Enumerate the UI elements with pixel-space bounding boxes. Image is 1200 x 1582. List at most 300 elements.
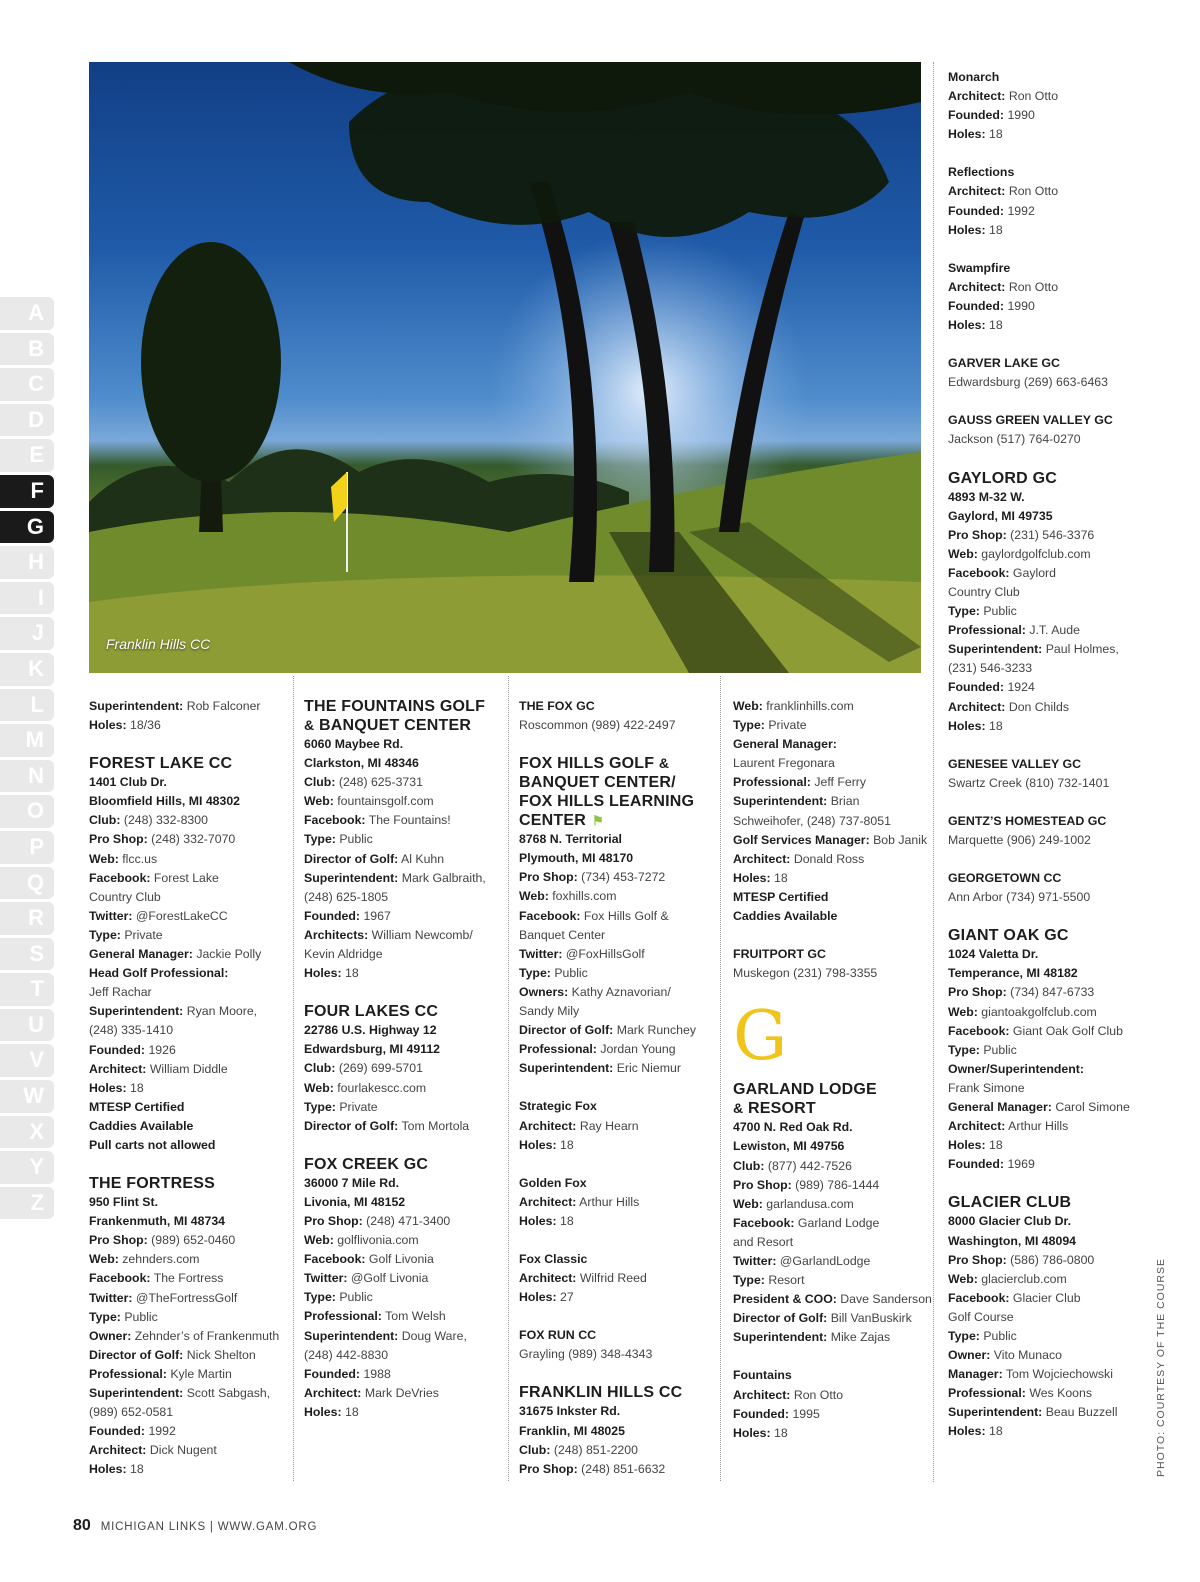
listing-text: Web: [304, 794, 334, 809]
listing-text: Twitter: @TheFortressGolf [89, 1290, 238, 1305]
listing-text: Founded: 1988 [304, 1366, 391, 1381]
listing-text: Professional: [733, 775, 811, 790]
listing-text: Superintendent: [733, 794, 828, 809]
listing-text: Superintendent: Paul Holmes, [948, 642, 1119, 657]
listing-text: Facebook: Forest Lake [89, 870, 219, 885]
listing-text: Grayling (989) 348-4343 [519, 1347, 653, 1362]
listing-text: Fountains [733, 1368, 792, 1383]
listing-text: Pro Shop: (586) 786-0800 [948, 1252, 1095, 1267]
listing-text: Holes: [948, 318, 986, 333]
listing-text: Type: [519, 965, 551, 980]
entry-reflections [948, 163, 1133, 239]
listing-text: Architect: Ray Hearn [519, 1118, 639, 1133]
listing-text: Facebook: [304, 813, 366, 828]
tab-h[interactable]: H [0, 546, 54, 579]
listing-text: Web: golflivonia.com [304, 1233, 419, 1248]
listing-text: Facebook: [519, 908, 581, 923]
column-divider [933, 62, 934, 1482]
listing-text: Director of Golf: [733, 1311, 828, 1326]
listing-text: Club: (248) 625-3731 [304, 775, 423, 790]
listing-text: Web: [733, 699, 763, 713]
listing-text: THE FOX GC [519, 699, 595, 713]
listing-text: General Manager: [733, 737, 837, 752]
entry-fox-creek-gc [304, 1155, 504, 1422]
listing-text: General Manager: Carol Simone [948, 1100, 1130, 1115]
listing-text: Director of Golf: [304, 1118, 399, 1133]
listing-text: Holes: 18 [733, 870, 788, 885]
listing-text: Holes: [948, 718, 986, 733]
tab-b[interactable]: B [0, 333, 54, 366]
listing-text: Type: Public [89, 1309, 158, 1324]
listing-text: Architect: [948, 184, 1006, 199]
listing-text: Holes: 27 [519, 1290, 574, 1305]
tab-f[interactable]: F [0, 475, 54, 508]
listing-text: Bloomfield Hills, MI 48302 [89, 794, 241, 809]
listing-text: Facebook: [733, 1215, 795, 1230]
listing-text: Golf Course [948, 1309, 1014, 1324]
listing-text: Pro Shop: [948, 1252, 1007, 1267]
tab-q[interactable]: Q [0, 867, 54, 900]
listing-text: Type: [304, 832, 336, 847]
tab-e[interactable]: E [0, 439, 54, 472]
listing-text: Twitter: [89, 908, 133, 923]
tab-t[interactable]: T [0, 973, 54, 1006]
column-divider [720, 676, 721, 1481]
listing-text: Superintendent: [89, 699, 184, 713]
listing-text: Type: [304, 1290, 336, 1305]
listing-text: Holes: [733, 870, 771, 885]
listing-text: General Manager: Jackie Polly [89, 947, 262, 962]
listing-text: Facebook: Gaylord [948, 565, 1056, 580]
tab-d[interactable]: D [0, 404, 54, 437]
listing-text: Facebook: [89, 870, 151, 885]
listing-text: Web: franklinhills.com [733, 699, 854, 713]
listing-text: Founded: 1969 [948, 1157, 1035, 1172]
listing-text: Pro Shop: [519, 1461, 578, 1476]
listing-text: Founded: [304, 908, 361, 923]
tab-p[interactable]: P [0, 831, 54, 864]
entry-fountains-course [733, 1366, 933, 1442]
listing-text: Club: [304, 775, 336, 790]
entry-garland-lodge [733, 1080, 933, 1347]
column-2 [304, 697, 504, 1441]
tab-i[interactable]: I [0, 582, 54, 615]
column-1 [89, 697, 289, 1498]
entry-fox-hills [519, 754, 719, 1078]
listing-text: Superintendent: [733, 1330, 828, 1345]
tab-y[interactable]: Y [0, 1151, 54, 1184]
listing-text: Founded: [948, 203, 1005, 218]
listing-text: Frankenmuth, MI 48734 [89, 1214, 225, 1229]
listing-text: Superintendent: Eric Niemur [519, 1061, 681, 1076]
listing-text: Pull carts not allowed [89, 1137, 216, 1152]
entry-fox-classic [519, 1250, 719, 1307]
listing-text: Architect: Ron Otto [733, 1387, 844, 1402]
tree-scene-graphic [89, 62, 921, 673]
listing-text: Web: [948, 1004, 978, 1019]
listing-text: Pro Shop: [519, 870, 578, 885]
listing-text: Web: [89, 1252, 119, 1267]
listing-text: Architect: [948, 1119, 1006, 1134]
listing-text: Club: (269) 699-5701 [304, 1061, 423, 1076]
section-letter-g: G [733, 997, 788, 1077]
tab-m[interactable]: M [0, 724, 54, 757]
course-title [304, 697, 504, 735]
listing-text: 1024 Valetta Dr. [948, 947, 1039, 962]
listing-text: Type: Public [519, 965, 588, 980]
entry-georgetown-cc [948, 869, 1133, 907]
tab-l[interactable]: L [0, 689, 54, 722]
listing-text: Superintendent: Scott Sabgash, [89, 1386, 271, 1400]
listing-text: Strategic Fox [519, 1099, 597, 1114]
course-title-part: & [733, 1100, 744, 1117]
course-title: FOX CREEK GC [304, 1155, 429, 1173]
listing-text: Web: [519, 889, 549, 904]
listing-text: Reflections [948, 165, 1015, 180]
listing-text: Superintendent: Brian [733, 794, 860, 809]
listing-text: Pro Shop: [948, 985, 1007, 1000]
listing-text: Plymouth, MI 48170 [519, 851, 634, 866]
tab-o[interactable]: O [0, 795, 54, 828]
listing-text: Type: [733, 1273, 765, 1288]
listing-text: Owners: Kathy Aznavorian/ [519, 984, 671, 999]
entry-the-fountains [304, 697, 504, 983]
listing-text: Type: [948, 604, 980, 619]
listing-text: Holes: 18 [948, 127, 1003, 142]
course-title-part: RESORT [747, 1100, 816, 1118]
listing-text: Founded: 1990 [948, 108, 1035, 123]
tab-k[interactable]: K [0, 653, 54, 686]
tab-j[interactable]: J [0, 617, 54, 650]
entry-golden-fox [519, 1174, 719, 1231]
listing-text: Web: fountainsgolf.com [304, 794, 434, 809]
listing-text: Director of Golf: Tom Mortola [304, 1118, 470, 1133]
listing-text: MTESP Certified [733, 889, 829, 904]
listing-text: Twitter: [89, 1290, 133, 1305]
listing-text: Twitter: [519, 946, 563, 961]
listing-text: Superintendent: [519, 1061, 614, 1076]
listing-text: Club: [89, 813, 121, 828]
listing-text: Superintendent: Mark Galbraith, [304, 870, 486, 885]
listing-text: Holes: [948, 1424, 986, 1439]
listing-text: Pro Shop: [304, 1213, 363, 1228]
listing-text: Superintendent: Ryan Moore, [89, 1004, 258, 1019]
listing-text: Twitter: @GarlandLodge [733, 1253, 871, 1268]
listing-text: Holes: [89, 1462, 127, 1477]
listing-text: Holes: [948, 222, 986, 237]
listing-text: Roscommon (989) 422-2497 [519, 718, 676, 733]
listing-text: Ann Arbor (734) 971-5500 [948, 890, 1091, 905]
listing-text: Holes: [304, 966, 342, 981]
listing-text: Temperance, MI 48182 [948, 966, 1078, 981]
listing-text: and Resort [733, 1234, 794, 1249]
listing-text: Jackson (517) 764-0270 [948, 432, 1081, 447]
entry-forest-lake-cc [89, 754, 289, 1155]
listing-text: Type: [948, 1328, 980, 1343]
course-title [733, 1080, 933, 1118]
listing-text: Superintendent: [948, 1405, 1043, 1420]
listing-text: Facebook: Giant Oak Golf Club [948, 1023, 1123, 1038]
listing-text: Architect: Ron Otto [948, 279, 1059, 294]
tab-v[interactable]: V [0, 1044, 54, 1077]
listing-text: Founded: [948, 680, 1005, 695]
listing-text: Holes: 18 [519, 1137, 574, 1152]
listing-text: Professional: J.T. Aude [948, 623, 1080, 638]
listing-text: Pro Shop: [733, 1177, 792, 1192]
listing-text: Manager: [948, 1367, 1003, 1382]
listing-text: Architect: William Diddle [89, 1061, 228, 1076]
listing-text: Architect: Mark DeVries [304, 1385, 439, 1400]
tab-x[interactable]: X [0, 1116, 54, 1149]
listing-text: Club: (877) 442-7526 [733, 1158, 852, 1173]
listing-text: Web: [948, 546, 978, 561]
listing-text: Facebook: [948, 1023, 1010, 1038]
listing-text: Holes: 18 [89, 1462, 144, 1477]
listing-text: Type: Public [948, 604, 1017, 619]
tab-n[interactable]: N [0, 760, 54, 793]
listing-text: Founded: 1924 [948, 680, 1035, 695]
listing-text: Owner: Zehnder’s of Frankenmuth [89, 1328, 280, 1343]
listing-text: Caddies Available [733, 909, 838, 924]
listing-text: Holes: [89, 718, 127, 733]
listing-text: Facebook: [948, 1290, 1010, 1305]
listing-text: GENTZ’S HOMESTEAD GC [948, 813, 1107, 828]
entry-monarch [948, 68, 1133, 144]
listing-text: Holes: 18 [948, 718, 1003, 733]
listing-text: Superintendent: [304, 870, 399, 885]
course-title: FOREST LAKE CC [89, 755, 233, 773]
listing-text: Holes: 18 [519, 1213, 574, 1228]
listing-text: Pro Shop: [89, 1233, 148, 1248]
listing-text: Architect: Donald Ross [733, 851, 865, 866]
listing-text: Professional: Jeff Ferry [733, 775, 867, 790]
listing-text: Holes: 18 [733, 1425, 788, 1440]
course-title-part: GARLAND LODGE [733, 1081, 877, 1099]
photo-credit: PHOTO: COURTESY OF THE COURSE [1155, 1257, 1167, 1477]
listing-text: (231) 546-3233 [948, 661, 1033, 676]
listing-text: Club: (248) 332-8300 [89, 813, 208, 828]
entry-gaylord-gc [948, 469, 1133, 736]
listing-text: MTESP Certified [89, 1099, 185, 1114]
listing-text: Web: garlandusa.com [733, 1196, 854, 1211]
listing-text: Washington, MI 48094 [948, 1233, 1077, 1248]
listing-text: Holes: [519, 1290, 557, 1305]
listing-text: Professional: [948, 623, 1026, 638]
listing-text: Facebook: Golf Livonia [304, 1252, 434, 1267]
listing-text: 4700 N. Red Oak Rd. [733, 1120, 853, 1135]
listing-text: Founded: 1992 [89, 1424, 176, 1439]
listing-text: Type: Private [304, 1099, 378, 1114]
listing-text: Professional: [304, 1309, 382, 1324]
tab-g[interactable]: G [0, 511, 54, 544]
listing-text: Sandy Mily [519, 1004, 580, 1019]
column-divider [293, 676, 294, 1481]
listing-text: Professional: [948, 1386, 1026, 1401]
listing-text: Founded: [89, 1424, 146, 1439]
entry-genesee-valley [948, 755, 1133, 793]
listing-text: Facebook: [948, 565, 1010, 580]
listing-text: Web: [948, 1271, 978, 1286]
course-title-part: THE FOUNTAINS GOLF [304, 698, 486, 715]
listing-text: Facebook: [89, 1271, 151, 1286]
listing-text: 1401 Club Dr. [89, 775, 167, 790]
listing-text: Kevin Aldridge [304, 947, 383, 962]
listing-text: 22786 U.S. Highway 12 [304, 1023, 437, 1038]
listing-text: Founded: [89, 1042, 146, 1057]
listing-text: Superintendent: Mike Zajas [733, 1330, 891, 1345]
listing-text: Superintendent: Beau Buzzell [948, 1405, 1118, 1420]
listing-text: Architect: [733, 851, 791, 866]
course-title: GAYLORD GC [948, 469, 1057, 487]
listing-text: Web: [733, 1196, 763, 1211]
listing-text: General Manager: [89, 947, 193, 962]
listing-text: Livonia, MI 48152 [304, 1194, 406, 1209]
entry-the-fox-gc [519, 697, 719, 735]
listing-text: (248) 625-1805 [304, 889, 389, 904]
listing-text: Jeff Rachar [89, 985, 152, 1000]
listing-text: GENESEE VALLEY GC [948, 756, 1082, 771]
listing-text: 31675 Inkster Rd. [519, 1404, 621, 1419]
listing-text: Manager: Tom Wojciechowski [948, 1367, 1113, 1382]
listing-text: Holes: 18 [948, 318, 1003, 333]
listing-text: Franklin, MI 48025 [519, 1423, 625, 1438]
entry-giant-oak-gc [948, 926, 1133, 1174]
listing-text: Architect: Don Childs [948, 699, 1069, 714]
listing-text: Country Club [89, 889, 161, 904]
column-5 [948, 68, 1133, 1461]
listing-text: Superintendent: [948, 642, 1043, 657]
listing-text: President & COO: Dave Sanderson [733, 1292, 932, 1307]
listing-text: Type: [89, 927, 121, 942]
listing-text: Type: [733, 718, 765, 733]
listing-text: President & COO: [733, 1292, 837, 1307]
listing-text: Holes: 18 [948, 1424, 1003, 1439]
listing-text: Architect: Arthur Hills [519, 1194, 640, 1209]
listing-text: Superintendent: [304, 1328, 399, 1343]
listing-text: Pro Shop: (989) 786-1444 [733, 1177, 880, 1192]
listing-text: Lewiston, MI 49756 [733, 1139, 845, 1154]
listing-text: Head Golf Professional: [89, 966, 229, 981]
course-title-part: FOX HILLS GOLF [519, 755, 655, 773]
listing-text: GEORGETOWN CC [948, 871, 1062, 886]
listing-text: Professional: Tom Welsh [304, 1309, 446, 1324]
listing-text: Type: [304, 1099, 336, 1114]
course-title: THE FORTRESS [89, 1175, 215, 1193]
tab-z[interactable]: Z [0, 1187, 54, 1220]
course-title-part: BANQUET CENTER/ [519, 774, 676, 792]
listing-text: Holes: [304, 1404, 342, 1419]
listing-text: 8000 Glacier Club Dr. [948, 1214, 1072, 1229]
listing-text: Director of Golf: [304, 851, 399, 866]
course-title: FOUR LAKES CC [304, 1003, 439, 1021]
course-title-part: FOX HILLS LEARNING [519, 793, 695, 811]
listing-text: Holes: 18 [948, 1138, 1003, 1153]
listing-text: Laurent Fregonara [733, 756, 835, 771]
listing-text: Web: [89, 851, 119, 866]
listing-text: Web: gaylordgolfclub.com [948, 546, 1091, 561]
listing-text: Founded: 1990 [948, 298, 1035, 313]
listing-text: Architect: [948, 89, 1006, 104]
listing-text: 6060 Maybee Rd. [304, 737, 404, 751]
tab-a[interactable]: A [0, 297, 54, 330]
course-title: GLACIER CLUB [948, 1194, 1072, 1212]
entry-the-fortress [89, 1174, 289, 1479]
listing-text: Founded: 1995 [733, 1406, 820, 1421]
course-title: GIANT OAK GC [948, 927, 1069, 945]
listing-text: Superintendent: [89, 1386, 184, 1400]
entry-swampfire [948, 259, 1133, 335]
listing-text: Owner/Superintendent: [948, 1061, 1084, 1076]
listing-text: Club: (248) 851-2200 [519, 1442, 638, 1457]
tab-w[interactable]: W [0, 1080, 54, 1113]
footer-text: MICHIGAN LINKS | WWW.GAM.ORG [100, 1521, 318, 1533]
course-title: FRANKLIN HILLS CC [519, 1384, 683, 1402]
tab-s[interactable]: S [0, 938, 54, 971]
listing-text: Facebook: The Fortress [89, 1271, 224, 1286]
listing-text: Fox Classic [519, 1251, 588, 1266]
listing-text: Founded: [733, 1406, 790, 1421]
listing-text: Pro Shop: [89, 832, 148, 847]
listing-text: Director of Golf: Al Kuhn [304, 851, 445, 866]
listing-text: Country Club [948, 584, 1020, 599]
listing-text: Architect: [89, 1061, 147, 1076]
listing-text: Architect: [948, 699, 1006, 714]
entry-garver-lake-gc [948, 354, 1133, 392]
alphabet-tabs [0, 297, 54, 1222]
listing-text: 4893 M-32 W. [948, 489, 1025, 504]
listing-text: Holes: 18/36 [89, 718, 161, 733]
listing-text: 8768 N. Territorial [519, 832, 622, 847]
listing-text: Web: [304, 1233, 334, 1248]
tab-u[interactable]: U [0, 1009, 54, 1042]
listing-text: Holes: [89, 1080, 127, 1095]
entry-franklin-continued [733, 697, 933, 926]
entry-continued [89, 697, 289, 735]
listing-text: Director of Golf: [89, 1347, 184, 1362]
listing-text: Facebook: [304, 1252, 366, 1267]
tab-r[interactable]: R [0, 902, 54, 935]
listing-text: Holes: 18 [304, 1404, 359, 1419]
listing-text: Founded: [304, 1366, 361, 1381]
listing-text: Founded: [948, 298, 1005, 313]
listing-text: Gaylord, MI 49735 [948, 508, 1053, 523]
listing-text: Owner: [89, 1328, 132, 1343]
listing-text: Golf Services Manager: [733, 832, 870, 847]
column-divider [508, 676, 509, 1481]
listing-text: Caddies Available [89, 1118, 194, 1133]
listing-text: Type: Private [733, 718, 807, 733]
listing-text: Holes: [948, 1138, 986, 1153]
column-4 [733, 697, 933, 1462]
listing-text: Swartz Creek (810) 732-1401 [948, 775, 1110, 790]
listing-text: Banquet Center [519, 927, 606, 942]
listing-text: Architects: [304, 927, 369, 942]
listing-text: FOX RUN CC [519, 1328, 597, 1343]
entry-gentz-homestead [948, 812, 1133, 850]
listing-text: Pro Shop: (248) 851-6632 [519, 1461, 666, 1476]
tab-c[interactable]: C [0, 368, 54, 401]
photo-caption: Franklin Hills CC [106, 636, 211, 652]
listing-text: Holes: 18 [948, 222, 1003, 237]
listing-text: Founded: 1967 [304, 908, 391, 923]
listing-text: Twitter: @Golf Livonia [304, 1271, 429, 1286]
listing-text: Type: [948, 1042, 980, 1057]
listing-text: Owner: Vito Munaco [948, 1348, 1062, 1363]
listing-text: Professional: [89, 1366, 167, 1381]
course-title-part: & [658, 755, 670, 772]
listing-text: Edwardsburg (269) 663-6463 [948, 375, 1108, 390]
listing-text: Architect: Dick Nugent [89, 1443, 217, 1458]
